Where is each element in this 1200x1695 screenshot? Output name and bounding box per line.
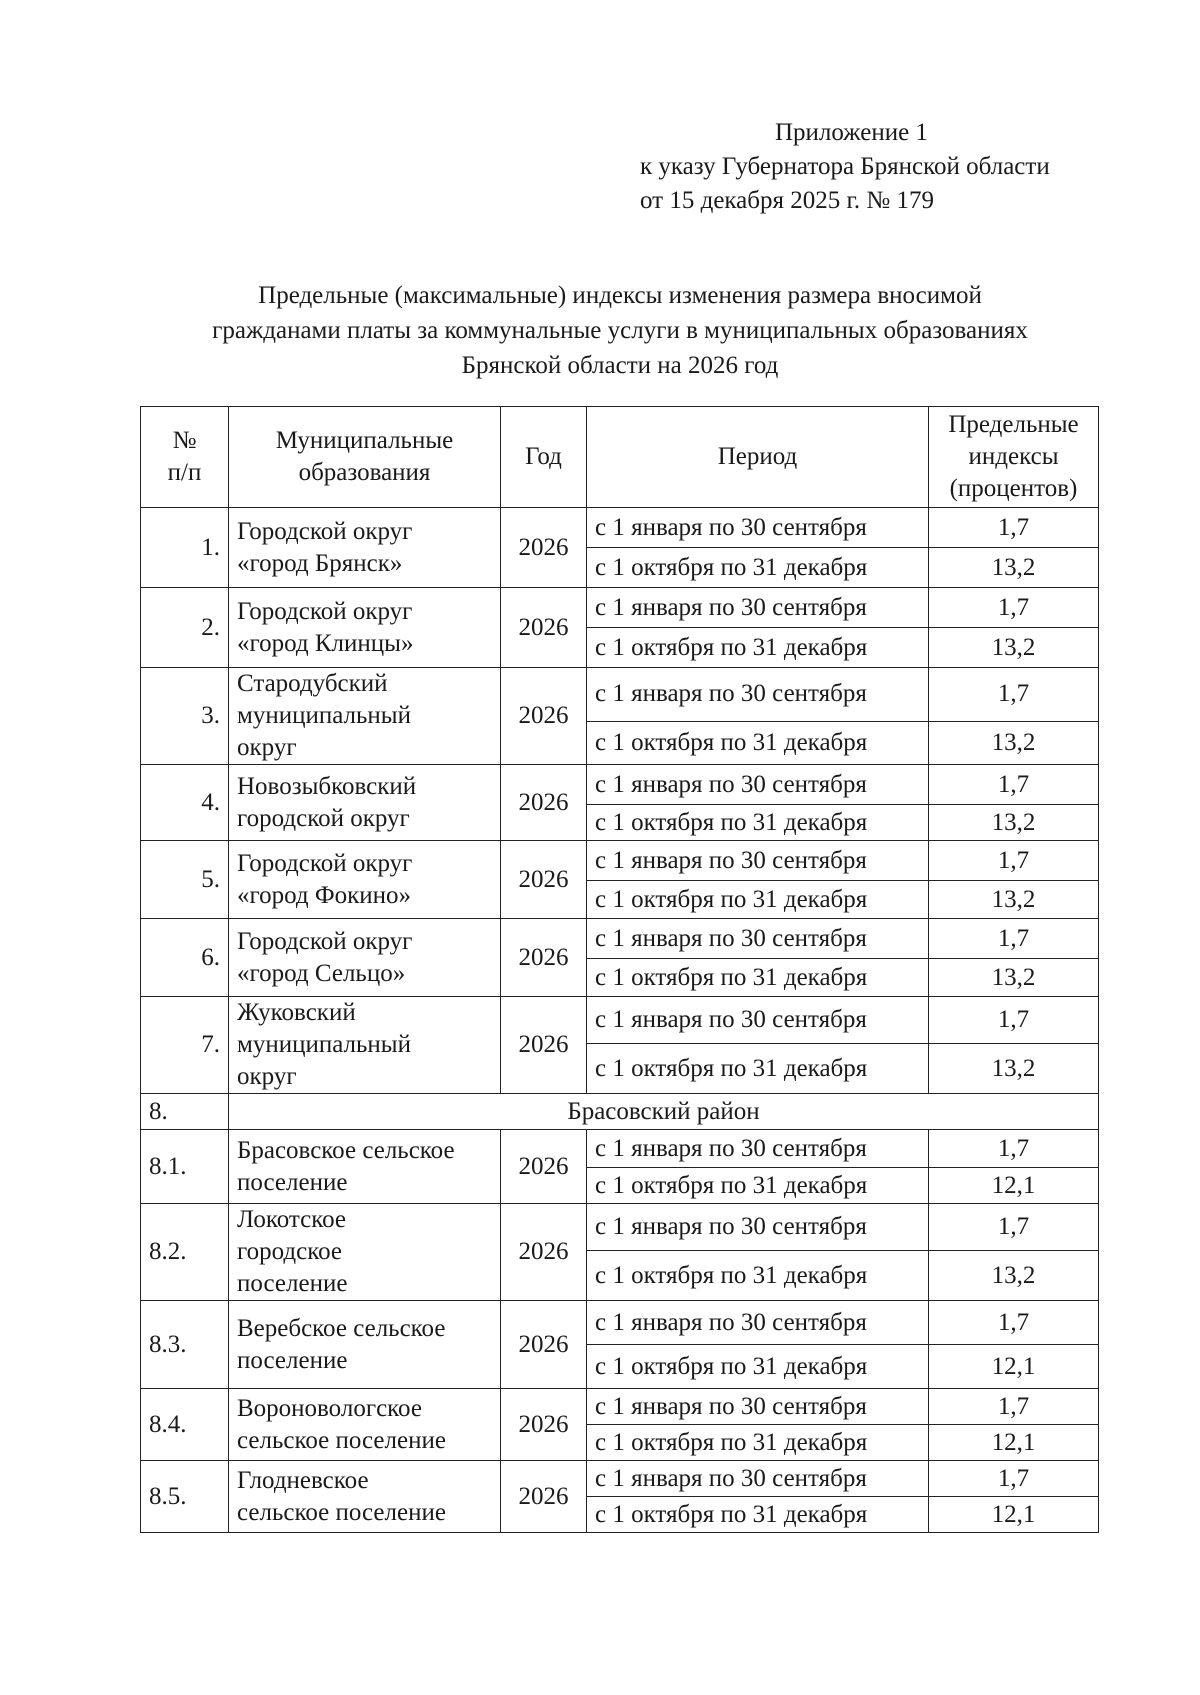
index-value: 13,2 [929,548,1099,588]
municipality-name-line: муниципальный [237,1031,411,1058]
district-row [141,1094,1099,1130]
table-row [141,997,1099,1044]
period-cell: с 1 января по 30 сентября [587,765,929,805]
period-cell: с 1 октября по 31 декабря [587,959,929,997]
index-value: 13,2 [929,805,1099,841]
header-year: Год [501,407,587,508]
row-number: 8.3. [141,1301,229,1389]
year-cell: 2026 [501,668,587,765]
table-body [141,508,1099,1533]
table-row [141,841,1099,881]
index-value: 1,7 [929,1461,1099,1497]
year-cell: 2026 [501,508,587,588]
municipality-name [229,1204,501,1301]
attachment-line-3: от 15 декабря 2025 г. № 179 [640,187,935,214]
period-cell: с 1 октября по 31 декабря [587,1345,929,1389]
municipality-name-line: сельское поселение [237,1498,446,1526]
document-title [150,278,1090,383]
municipality-name-line: Стародубский [237,670,388,697]
municipality-name-line: Брасовское сельское [237,1136,455,1164]
period-cell: с 1 октября по 31 декабря [587,1425,929,1461]
period-cell: с 1 января по 30 сентября [587,1301,929,1345]
table-row [141,508,1099,548]
row-number: 8.2. [141,1204,229,1301]
municipality-name-line: Городской округ [237,597,413,625]
municipality-name-line: округ [237,734,297,761]
table-row [141,765,1099,805]
municipality-name-line: Городской округ [237,849,413,877]
index-value: 1,7 [929,508,1099,548]
municipality-name [229,1389,501,1461]
row-number: 8.1. [141,1130,229,1204]
period-cell: с 1 января по 30 сентября [587,668,929,722]
municipality-name [229,765,501,841]
municipality-name [229,508,501,588]
row-number: 6. [141,919,229,997]
table-row [141,1204,1099,1251]
period-cell: с 1 октября по 31 декабря [587,1251,929,1301]
period-cell: с 1 октября по 31 декабря [587,1168,929,1204]
table-header-row [141,407,1099,508]
row-number: 8.5. [141,1461,229,1533]
municipality-name [229,1301,501,1389]
period-cell: с 1 января по 30 сентября [587,1130,929,1168]
table-row [141,1389,1099,1425]
table-row [141,668,1099,722]
table-row [141,919,1099,959]
period-cell: с 1 октября по 31 декабря [587,628,929,668]
municipality-name [229,1130,501,1204]
municipality-name-line: Новозыбковский [237,772,417,800]
period-cell: с 1 октября по 31 декабря [587,805,929,841]
municipality-name [229,1461,501,1533]
row-number: 3. [141,668,229,765]
header-index [929,407,1099,508]
title-line-3: Брянской области на 2026 год [461,352,779,379]
index-value: 1,7 [929,588,1099,628]
year-cell: 2026 [501,841,587,919]
municipality-name-line: городское [237,1238,343,1265]
index-value: 13,2 [929,959,1099,997]
period-cell: с 1 января по 30 сентября [587,1461,929,1497]
period-cell: с 1 октября по 31 декабря [587,721,929,764]
municipality-name-line: Веребское сельское [237,1314,446,1342]
index-value: 1,7 [929,919,1099,959]
index-value: 1,7 [929,765,1099,805]
year-cell: 2026 [501,588,587,668]
header-index-line-2: индексы [968,443,1059,470]
index-value: 1,7 [929,1301,1099,1345]
attachment-line-2: к указу Губернатора Брянской области [640,153,1050,180]
municipality-name [229,841,501,919]
period-cell: с 1 октября по 31 декабря [587,1044,929,1094]
row-number: 5. [141,841,229,919]
attachment-line-1: Приложение 1 [775,119,928,146]
index-value: 13,2 [929,628,1099,668]
table-row [141,1461,1099,1497]
index-value: 12,1 [929,1168,1099,1204]
header-num-line-2: п/п [167,459,202,486]
period-cell: с 1 января по 30 сентября [587,1204,929,1251]
municipality-name-line: «город Брянск» [237,549,403,577]
district-name: Брасовский район [229,1094,1099,1130]
header-municipality-line-2: образования [298,459,431,486]
header-period: Период [587,407,929,508]
municipality-name-line: Городской округ [237,517,413,545]
row-number: 8.4. [141,1389,229,1461]
title-line-2: гражданами платы за коммунальные услуги в муниципальных образованиях [212,317,1028,344]
header-num [141,407,229,508]
header-municipality-line-1: Муниципальные [275,427,454,454]
municipality-name-line: поселение [237,1346,348,1374]
municipality-name-line: поселение [237,1168,348,1196]
period-cell: с 1 октября по 31 декабря [587,548,929,588]
attachment-header [640,116,1160,218]
municipality-name-line: Вороновологское [237,1394,422,1422]
title-line-1: Предельные (максимальные) индексы изменения размера вносимой [258,282,982,309]
year-cell: 2026 [501,1389,587,1461]
index-value: 1,7 [929,668,1099,722]
row-number: 2. [141,588,229,668]
row-number: 4. [141,765,229,841]
header-municipality [229,407,501,508]
index-value: 13,2 [929,1044,1099,1094]
row-number: 1. [141,508,229,588]
table-row [141,1301,1099,1345]
period-cell: с 1 января по 30 сентября [587,1389,929,1425]
year-cell: 2026 [501,765,587,841]
municipality-name-line: округ [237,1063,297,1090]
index-value: 12,1 [929,1497,1099,1533]
municipality-name [229,919,501,997]
period-cell: с 1 января по 30 сентября [587,997,929,1044]
district-number: 8. [141,1094,229,1130]
municipality-name-line: поселение [237,1270,348,1297]
header-num-line-1: № [172,427,197,454]
municipality-name [229,668,501,765]
municipality-name-line: «город Клинцы» [237,629,414,657]
municipality-name-line: Городской округ [237,927,413,955]
municipality-name-line: городской округ [237,804,410,832]
index-table [140,406,1099,1533]
index-value: 1,7 [929,997,1099,1044]
year-cell: 2026 [501,1130,587,1204]
period-cell: с 1 октября по 31 декабря [587,881,929,919]
municipality-name-line: муниципальный [237,702,411,729]
municipality-name-line: «город Фокино» [237,881,412,909]
index-value: 1,7 [929,1389,1099,1425]
table-row [141,1130,1099,1168]
municipality-name-line: Глодневское [237,1466,369,1494]
index-value: 12,1 [929,1345,1099,1389]
year-cell: 2026 [501,919,587,997]
municipality-name-line: Жуковский [237,999,356,1026]
year-cell: 2026 [501,997,587,1094]
period-cell: с 1 января по 30 сентября [587,841,929,881]
municipality-name [229,997,501,1094]
index-value: 1,7 [929,1204,1099,1251]
year-cell: 2026 [501,1204,587,1301]
year-cell: 2026 [501,1461,587,1533]
table-row [141,588,1099,628]
year-cell: 2026 [501,1301,587,1389]
header-index-line-3: (процентов) [949,475,1078,502]
index-value: 13,2 [929,881,1099,919]
municipality-name-line: «город Сельцо» [237,959,406,987]
index-value: 13,2 [929,1251,1099,1301]
municipality-name [229,588,501,668]
index-value: 1,7 [929,841,1099,881]
municipality-name-line: сельское поселение [237,1426,446,1454]
municipality-name-line: Локотское [237,1206,346,1233]
period-cell: с 1 января по 30 сентября [587,919,929,959]
index-value: 13,2 [929,721,1099,764]
header-index-line-1: Предельные [948,411,1079,438]
index-value: 12,1 [929,1425,1099,1461]
period-cell: с 1 октября по 31 декабря [587,1497,929,1533]
period-cell: с 1 января по 30 сентября [587,508,929,548]
row-number: 7. [141,997,229,1094]
period-cell: с 1 января по 30 сентября [587,588,929,628]
index-value: 1,7 [929,1130,1099,1168]
